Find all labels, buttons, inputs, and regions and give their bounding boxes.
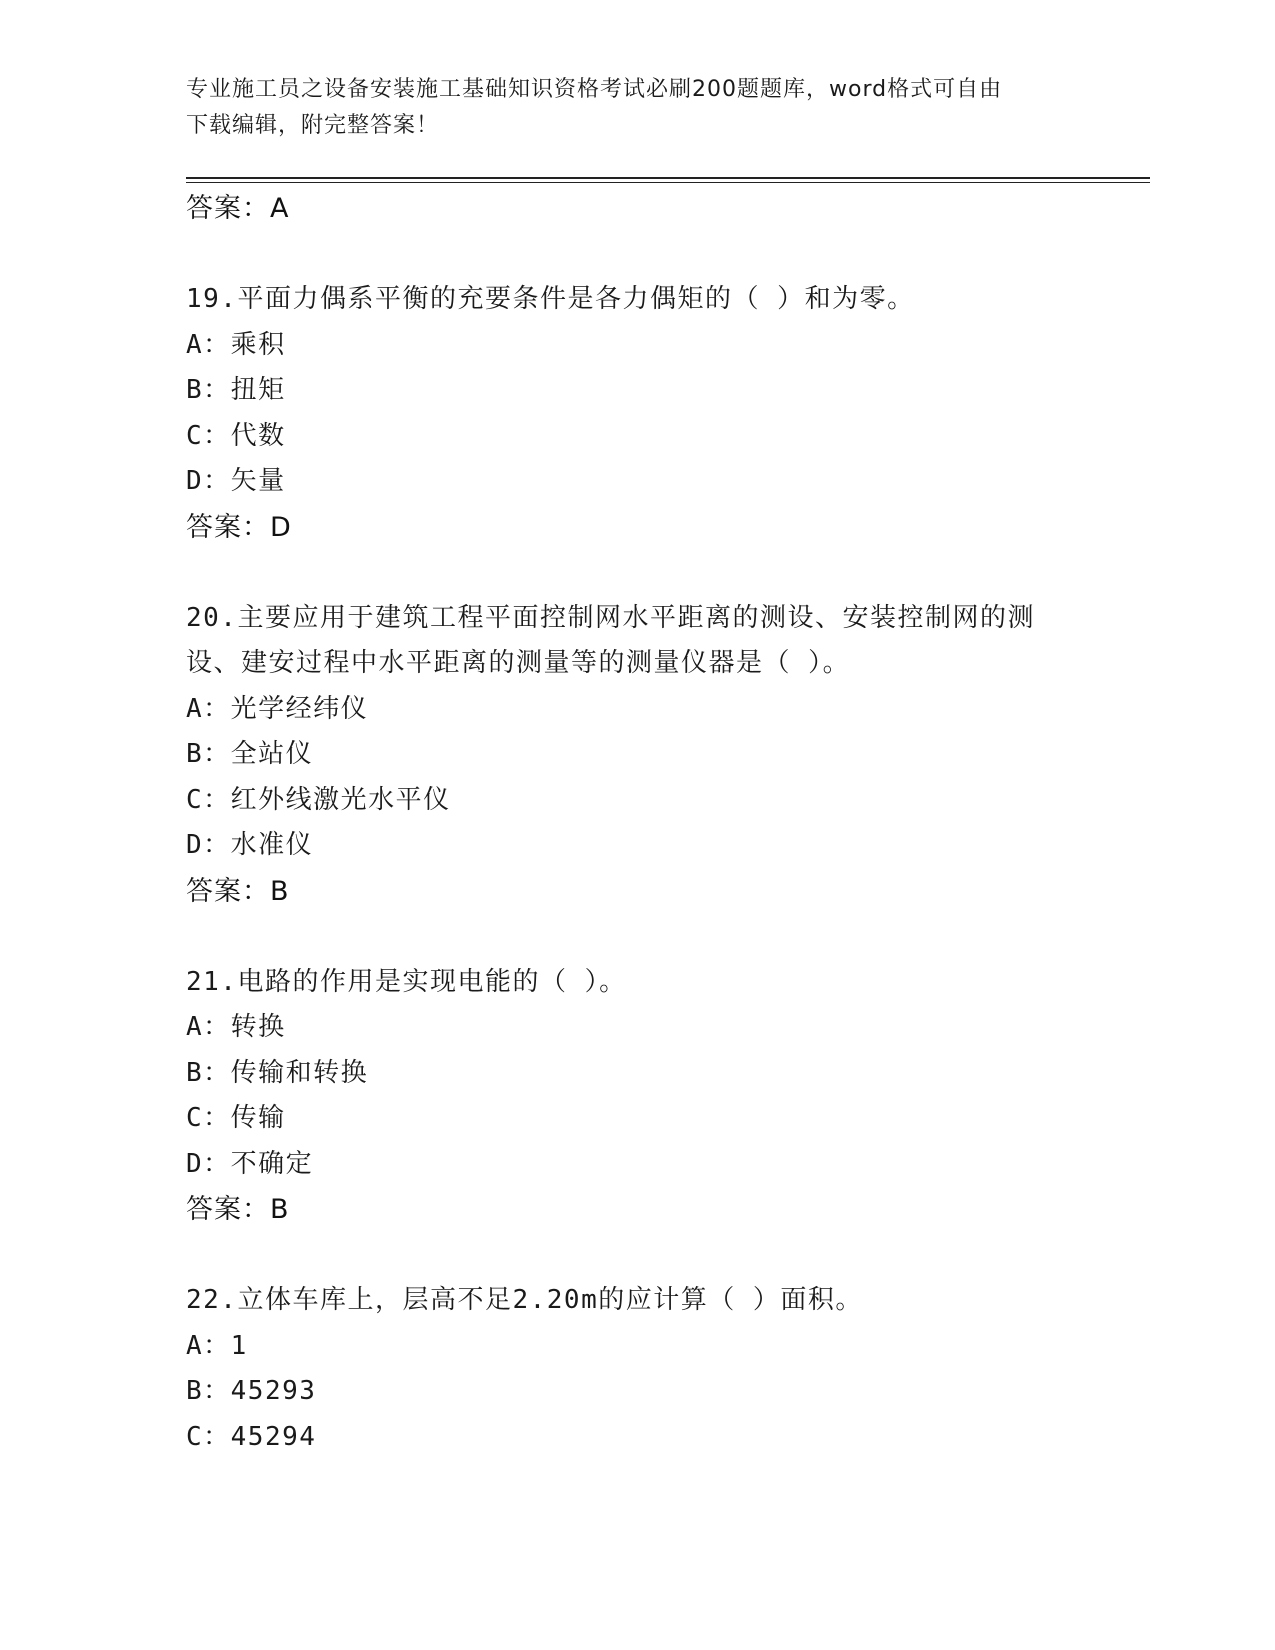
option-b: B：全站仪 xyxy=(186,739,314,769)
spacer xyxy=(186,914,1146,960)
option-d: D：不确定 xyxy=(186,1148,314,1179)
option-c: C：红外线激光水平仪 xyxy=(186,784,451,815)
question-block xyxy=(186,596,1146,915)
answer-text: 答案：B xyxy=(186,875,290,907)
spacer xyxy=(186,232,1146,278)
document-header xyxy=(186,72,1066,144)
option-b: B：扭矩 xyxy=(186,375,286,405)
question-text-continued: 设、建安过程中水平距离的测量等的测量仪器是（ ）。 xyxy=(186,648,851,678)
question-block xyxy=(186,277,1146,550)
spacer xyxy=(186,1233,1146,1279)
option-a: A：乘积 xyxy=(186,329,286,360)
option-d: D：水准仪 xyxy=(186,830,314,860)
question-text: 19.平面力偶系平衡的充要条件是各力偶矩的（ ）和为零。 xyxy=(186,284,915,314)
option-a: A：转换 xyxy=(186,1012,286,1042)
question-list xyxy=(186,186,1146,1460)
answer-text: 答案：D xyxy=(186,511,292,543)
question-block xyxy=(186,960,1146,1233)
question-text: 22.立体车库上，层高不足2.20m的应计算（ ）面积。 xyxy=(186,1285,863,1315)
option-c: C：代数 xyxy=(186,420,286,451)
answer-text: 答案：B xyxy=(186,1194,290,1225)
option-d: D：矢量 xyxy=(186,466,286,496)
question-block xyxy=(186,1278,1146,1460)
header-divider-thick xyxy=(186,177,1150,179)
option-c: C：45294 xyxy=(186,1421,317,1452)
option-a: A：1 xyxy=(186,1330,248,1361)
previous-answer: 答案：A xyxy=(186,193,290,224)
option-a: A：光学经纬仪 xyxy=(186,693,369,724)
question-text: 20.主要应用于建筑工程平面控制网水平距离的测设、安装控制网的测 xyxy=(186,602,1035,633)
spacer xyxy=(186,550,1146,596)
header-line-2: 下载编辑，附完整答案！ xyxy=(186,113,440,138)
header-divider-thin xyxy=(186,182,1150,183)
option-b: B：45293 xyxy=(186,1376,317,1406)
option-c: C：传输 xyxy=(186,1103,286,1133)
option-b: B：传输和转换 xyxy=(186,1057,369,1088)
question-text: 21.电路的作用是实现电能的（ ）。 xyxy=(186,966,627,997)
header-line-1: 专业施工员之设备安装施工基础知识资格考试必刷200题题库，word格式可自由 xyxy=(186,77,1003,102)
